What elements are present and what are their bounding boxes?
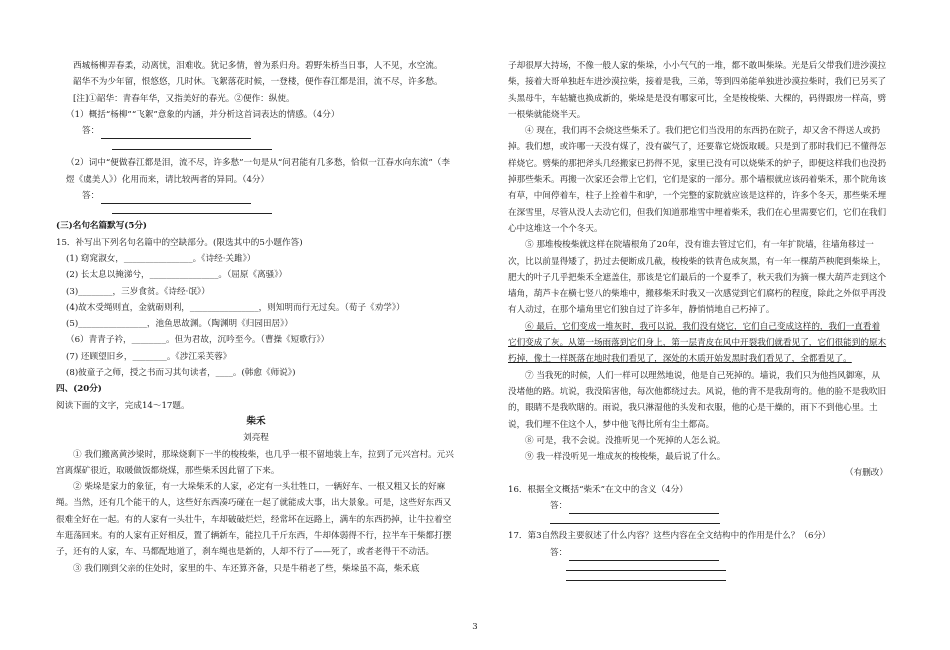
answer-line[interactable] — [112, 205, 272, 214]
poem-note: [注]①韶华：青春年华，又指美好的春光。②便作：纵使。 — [73, 93, 295, 104]
answer-area-17[interactable] — [508, 545, 888, 561]
article-paragraph-3: ③ 我们刚到父亲的住处时，家里的牛、车还算齐备，只是牛稍老了些，柴垛虽不高，柴禾底 — [73, 563, 420, 574]
poem-line-1: 西城杨柳弄春柔，动离忧，泪难收。犹记多情，曾为系归舟。碧野朱桥当日事，人不见，水空流。 — [73, 61, 443, 71]
question-17: 17．第3自然段主要叙述了什么内容？这些内容在全文结构中的作用是什么？（6分） — [508, 531, 831, 542]
fill-item-8[interactable]: (8)彼童子之师，授之书而习其句读者，____。(韩愈《师说》) — [66, 368, 296, 379]
article-title: 柴禾 — [246, 415, 266, 427]
section-4-title: 四、(20分) — [56, 384, 102, 395]
fill-item-1[interactable]: (1) 窈窕淑女，________________。《诗经·关雎》） — [66, 253, 256, 264]
article-paragraph-3-cont: 子却很厚大持场，不像一般人家的柴垛，小小气气的一堆，都不敢叫柴垛。光是后父带我们进沙漠拉柴，接着大哥单独赶车进沙漠拉柴，接着是我，三弟，等到四弟能单独进沙漠拉柴时，我们已另买了头黑母牛，车轱辘也换成新的，柴垛是是没有哪家可比，全是梭梭柴、大棵的，码得跟房一样高，劈一根柴就能烧半天。 — [508, 61, 887, 120]
answer-line[interactable] — [112, 139, 272, 150]
fill-item-5[interactable]: (5)________________，池鱼思故渊。（陶渊明《归园田居》） — [66, 319, 294, 330]
fill-item-3[interactable]: (3)________，三岁食贫。《诗经·氓》） — [66, 286, 210, 297]
fill-item-6[interactable]: （6）青青子衿，________。但为君故，沉吟至今。（曹操《短歌行》） — [66, 335, 330, 346]
article-paragraph-9: ⑨ 我一样没听见一堆成灰的梭梭柴，最后说了什么。 — [525, 452, 726, 463]
answer-line-2-wrap — [56, 139, 456, 155]
answer-line[interactable] — [569, 503, 719, 514]
answer-line[interactable] — [566, 574, 726, 581]
fill-item-7[interactable]: (7) 还顾望旧乡，________。《涉江采芙蓉》 — [66, 351, 232, 362]
answer-line-2-wrap — [508, 561, 888, 571]
article-paragraph-5: ⑤ 那堆梭梭柴就这样在院墙根角了20年，没有谁去管过它们，有一年扩院墙，往墙角移过一次，比以前显得矮了，扔过去便断成几截，梭梭柴的铁青色成灰黑，有一年一棵葫芦秧爬到柴垛上，肥大的叶子几乎把柴禾全遮盖住，那该是它们最后的一个夏季了，秋天我们为摘一棵大葫芦走到这个墙角，葫芦卡在横七竖八的柴堆中，搬移柴禾时我又一次感觉到它们腐朽的程度，除此之外似乎再没有人动过，在那个墙角里它们独自过了许多年，静悄悄地自己朽掉了。 — [508, 240, 887, 316]
reading-intro: 阅读下面的文字，完成14～17题。 — [56, 400, 190, 411]
answer-label: 答： — [82, 126, 100, 137]
answer-line[interactable] — [550, 515, 720, 524]
answer-line[interactable] — [101, 128, 251, 139]
answer-line-2-wrap — [56, 204, 456, 218]
fill-item-2[interactable]: (2) 长太息以掩涕兮，________________。（屈原《离骚》） — [66, 270, 288, 281]
answer-label: 答： — [550, 547, 568, 558]
left-column — [56, 58, 456, 577]
article-paragraph-1: ① 我们搬离黄沙梁时，那垛烧剩下一半的梭梭柴，也几乎一根不留地装上车，拉到了元兴宫村。元兴宫离煤矿很近，取暖做饭都烧煤，那些柴禾因此留了下来。 — [56, 449, 454, 476]
section-3-title: (三)名句名篇默写(5分) — [56, 221, 147, 232]
question-16: 16．根据全文概括“柴禾”在文中的含义（4分） — [508, 484, 688, 495]
poem-line-2: 韶华不为少年留，恨悠悠，几时休。飞絮落花时候，一登楼，便作春江都是泪，流不尽，许多愁。 — [73, 77, 443, 88]
question-14-2: （2）词中“便做春江都是泪，流不尽，许多愁”一句是从“问君能有几多愁，恰似一江春水向东流”（李煜《虞美人》）化用而来，请比较两者的异同。（4分） — [66, 158, 450, 185]
answer-label: 答： — [550, 501, 568, 512]
article-paragraph-7: ⑦ 当我死的时候，人们一样可以理然地说，他是自己死掉的。墙说，我们只为他挡风御寒，从没堵他的路。坑说，我没陷害他，每次他都绕过去。风说，他的背不是我刮弯的。他的脸不是我吹旧的，眼睛不是我吹瞎的。雨说，我只淋湿他的头发和衣服，他的心是干燥的，雨下不到他心里。土说，我们埋不住这个人，梦中他飞得比所有尘土都高。 — [508, 370, 887, 430]
article-author: 刘亮程 — [243, 433, 269, 444]
answer-label: 答： — [82, 191, 100, 202]
right-column — [508, 58, 888, 581]
answer-area-14-2[interactable] — [56, 188, 456, 204]
answer-area-16[interactable] — [508, 498, 888, 514]
question-15: 15．补写出下列名句名篇中的空缺部分。(限选其中的5小题作答) — [56, 237, 303, 248]
fill-item-4[interactable]: (4)故木受绳则直，金就砺则利，________________，则知明而行无过矣。（荀子《劝学》） — [66, 302, 405, 313]
answer-area-14-1[interactable] — [56, 123, 456, 139]
article-paragraph-8: ⑧ 可是，我不会说。没推听见一个死掉的人怎么说。 — [525, 435, 726, 446]
page-number: 3 — [472, 622, 478, 632]
answer-line[interactable] — [569, 550, 719, 561]
answer-line[interactable] — [566, 564, 726, 571]
question-14-1: （1）概括“杨柳”“飞絮”意象的内涵，并分析这首词表达的情感。（4分） — [66, 109, 340, 120]
source-note: （有删改） — [845, 468, 888, 479]
answer-line-2-wrap — [508, 514, 888, 528]
answer-line-3-wrap — [508, 571, 888, 581]
answer-line[interactable] — [101, 193, 251, 204]
article-paragraph-2: ② 柴垛是家力的象征，有一大垛柴禾的人家，必定有一头壮牲口，一辆好车、一根又粗又长的好麻绳。当然，还有几个能干的人，这些好东西凑巧碰在一起了就能成大事，出大景象。可是，这些好东西又很难全好在一起。有的人家有一头壮牛，车却破破烂烂，经常坏在远路上，满车的东西扔掉，让牛拉着空车逛荡回来。有的人家有正好相反，置了辆新车，能拉几千斤东西，牛却体弱得不行，拉半车干柴都打摆子，还有的人家，车、马都配地道了，刹车绳也是新的，人却不行了——死了，或者老得干不动活。 — [56, 482, 452, 558]
article-paragraph-4: ④ 现在，我们再不会烧这些柴禾了。我们把它们当没用的东西扔在院子，却又舍不得送人或扔掉。我们想，或许哪一天没有煤了，没有碳气了，还要靠它烧饭取暖。只是到了那时我们已不懂得怎样烧它。劈柴的那把斧头几经搬家已扔得不见，家里已没有可以烧柴禾的炉子，即便这样我们也没扔掉那些柴禾。再搬一次家还会带上它们，它们是家的一部分。那个墙根就应该码着柴禾，那个院角该有草，中间停着车，柱子上拴着牛和驴，一个完整的家院就应该是这样的，许多个冬天，那些柴禾埋在深雪里，尽管从没人去动它们，但我们知道那堆雪中埋着柴禾，我们在心里需要它们，它们在我们心中这堆这一个个冬天。 — [508, 126, 887, 234]
article-paragraph-6: ⑥ 最后，它们变成一堆灰时，我可以说，我们没有烧它，它们自己变成这样的，我们一直看着它们变成了灰。从第一场雨落到它们身上，第一层青皮在风中开裂我们就看见了，它们很能到的原木朽掉，像土一样既落在地时我们看见了，深处的木质开始发黑时我们看见了，全都看见了。 — [508, 321, 887, 365]
